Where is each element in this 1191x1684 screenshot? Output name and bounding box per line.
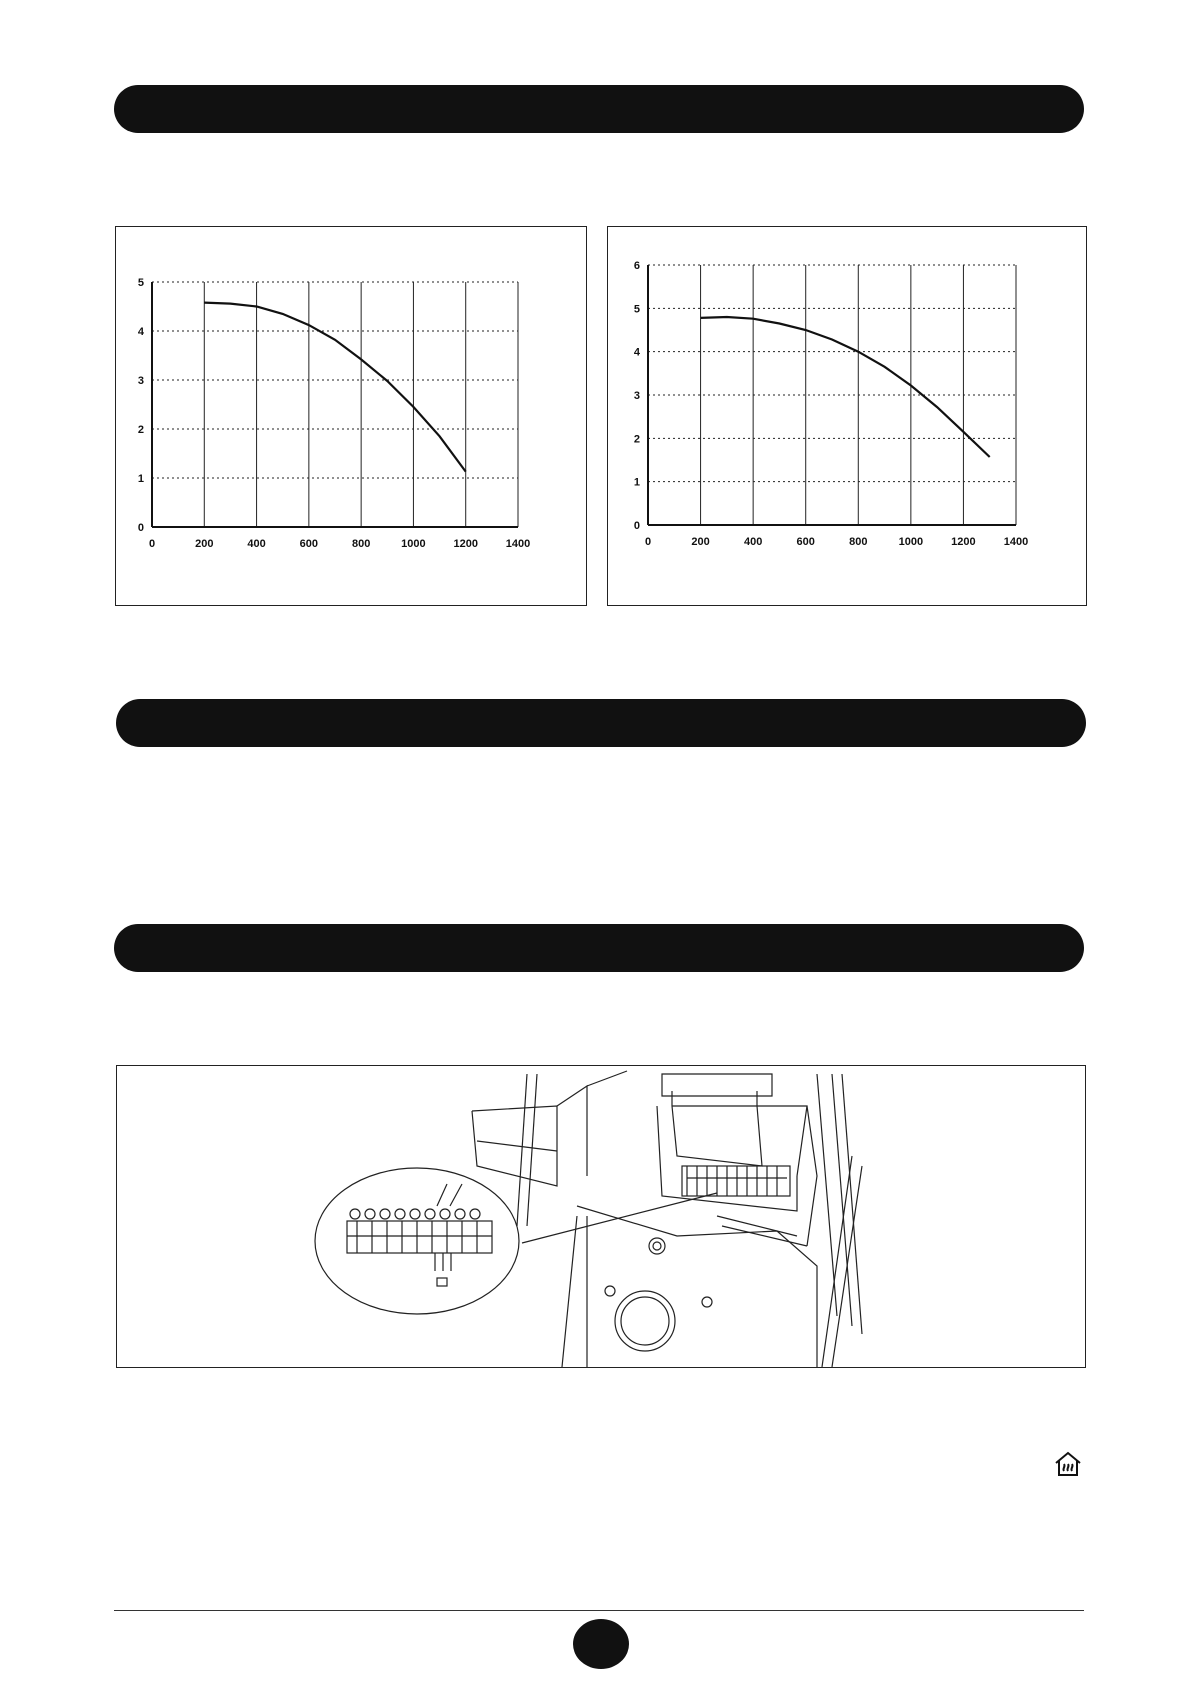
section-header-bar-3: [114, 924, 1084, 972]
x-tick-label: 1200: [951, 536, 976, 548]
x-tick-label: 200: [195, 538, 214, 550]
x-tick-label: 1400: [1003, 536, 1029, 548]
section-header-bar-1: [114, 85, 1084, 133]
fan-outlet-inner: [621, 1297, 669, 1345]
pump-curve-line: [204, 303, 465, 472]
y-tick-label: 0: [137, 522, 144, 534]
y-tick-label: 1: [633, 476, 640, 489]
y-tick-label: 4: [137, 326, 144, 338]
screw-boss: [649, 1238, 665, 1254]
y-tick-label: 5: [633, 303, 640, 316]
pump-curve-svg-left: [116, 227, 586, 605]
footer-rule: [114, 1610, 1084, 1611]
x-tick-label: 1400: [505, 538, 531, 550]
radiator-heating-icon: [1054, 1451, 1082, 1477]
x-tick-label: 800: [849, 536, 868, 548]
y-tick-label: 3: [137, 375, 144, 387]
pump-curve-svg-right: [608, 227, 1086, 605]
boiler-wiring-drawing: [117, 1066, 1085, 1367]
pump-curve-line: [701, 317, 990, 457]
x-tick-label: 400: [743, 536, 763, 548]
x-tick-label: 1000: [898, 536, 924, 548]
pump-curve-chart-right: [607, 226, 1087, 606]
terminal-block-illustration: [116, 1065, 1086, 1368]
x-tick-label: 200: [691, 536, 710, 548]
y-tick-label: 5: [137, 277, 144, 289]
x-tick-label: 600: [299, 538, 319, 550]
y-tick-label: 2: [633, 433, 640, 446]
x-tick-label: 1000: [401, 538, 426, 550]
y-tick-label: 1: [137, 473, 144, 485]
y-tick-label: 6: [633, 260, 640, 272]
y-tick-label: 2: [137, 424, 144, 436]
x-tick-label: 400: [247, 538, 266, 550]
pump-curve-chart-left: [115, 226, 587, 606]
section-header-bar-2: [116, 699, 1086, 747]
terminal-strip-installed: [682, 1166, 790, 1196]
page-number-badge: [573, 1619, 629, 1669]
x-tick-label: 0: [644, 536, 652, 548]
boiler-casing: [472, 1071, 862, 1367]
x-tick-label: 800: [351, 538, 371, 550]
x-tick-label: 1200: [453, 538, 478, 550]
x-tick-label: 600: [796, 536, 815, 548]
terminal-strip-zoomed: [347, 1184, 492, 1286]
y-tick-label: 3: [633, 390, 640, 402]
y-tick-label: 4: [633, 346, 640, 359]
x-tick-label: 0: [148, 538, 156, 550]
y-tick-label: 0: [633, 520, 640, 532]
fan-outlet-outer: [615, 1291, 675, 1351]
